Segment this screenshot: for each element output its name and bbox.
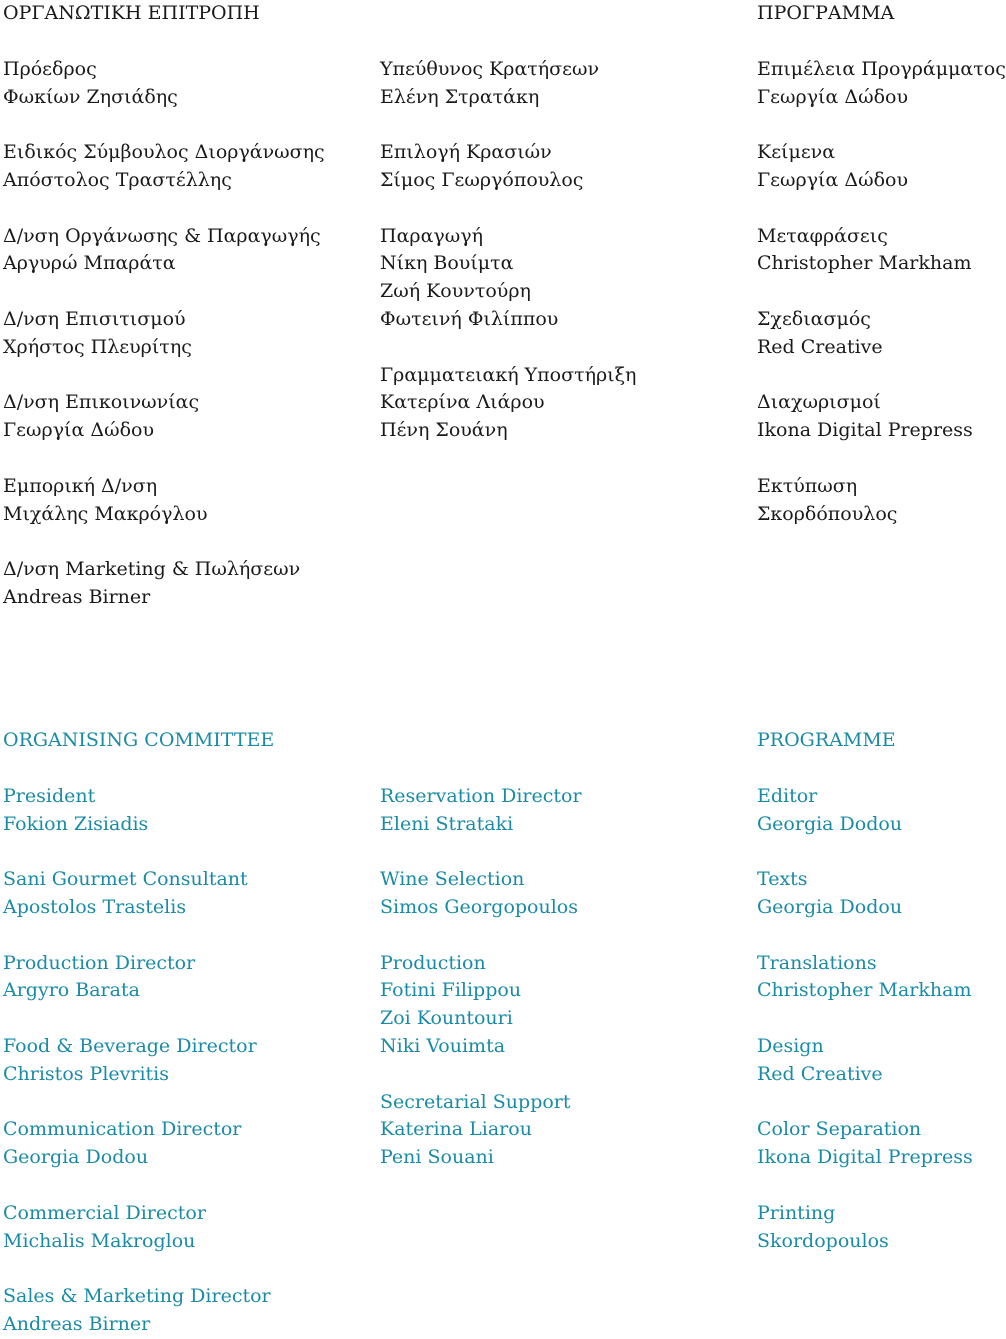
- credit-role: Επιμέλεια Προγράμματος: [757, 57, 1006, 80]
- group-spacer: [757, 445, 1006, 473]
- credit-name: Ελένη Στρατάκη: [380, 85, 540, 108]
- credit-group: [757, 950, 973, 1006]
- credit-name: Andreas Birner: [3, 585, 151, 608]
- group-spacer: [757, 1172, 973, 1200]
- credit-name: Niki Vouimta: [380, 1034, 506, 1057]
- group-spacer: [757, 1005, 973, 1033]
- credit-role: Sani Gourmet Consultant: [3, 868, 248, 891]
- credit-role: Food & Beverage Director: [3, 1034, 257, 1057]
- credit-group: [380, 362, 636, 445]
- credit-group: [3, 556, 325, 612]
- group-spacer: [757, 362, 1006, 390]
- credit-group: [757, 783, 973, 839]
- greek-committee-heading: ΟΡΓΑΝΩΤΙΚΗ ΕΠΙΤΡΟΠΗ: [3, 2, 260, 24]
- credit-group: [3, 473, 325, 529]
- credit-role: Communication Director: [3, 1118, 242, 1141]
- credit-name: Argyro Barata: [3, 979, 140, 1002]
- credit-role: Κείμενα: [757, 141, 836, 164]
- credit-role: Color Separation: [757, 1118, 922, 1141]
- credit-group: [757, 866, 973, 922]
- credit-name: Νίκη Βουίμτα: [380, 252, 514, 275]
- credit-role: Production Director: [3, 951, 196, 974]
- english-col2-heading-spacer: [380, 727, 582, 755]
- credit-group: [3, 1033, 274, 1089]
- credit-group: [757, 473, 1006, 529]
- credit-name: Γεωργία Δώδου: [757, 168, 909, 191]
- english-programme-col: [757, 727, 973, 1255]
- group-spacer: [3, 1089, 274, 1117]
- group-spacer: [380, 195, 636, 223]
- greek-col3-groups: [757, 56, 1006, 529]
- group-spacer: [3, 922, 274, 950]
- credit-name: Eleni Strataki: [380, 812, 514, 835]
- credit-role: Translations: [757, 951, 877, 974]
- credit-role: Γραμματειακή Υποστήριξη: [380, 363, 637, 386]
- credit-role: Reservation Director: [380, 784, 582, 807]
- group-spacer: [380, 922, 582, 950]
- english-committee-heading: ORGANISING COMMITTEE: [3, 729, 275, 751]
- credit-group: [380, 56, 636, 112]
- credit-name: Simos Georgopoulos: [380, 895, 578, 918]
- group-spacer: [3, 1005, 274, 1033]
- credit-name: Ζωή Κουντούρη: [380, 280, 531, 303]
- credit-name: Φωκίων Ζησιάδης: [3, 85, 178, 108]
- credit-name: Georgia Dodou: [3, 1146, 149, 1169]
- credit-group: [3, 866, 274, 922]
- credit-name: Christos Plevritis: [3, 1062, 170, 1085]
- credit-role: Printing: [757, 1201, 836, 1224]
- credit-group: [3, 139, 325, 195]
- group-spacer: [757, 1089, 973, 1117]
- credit-name: Γεωργία Δώδου: [3, 419, 155, 442]
- credit-group: [3, 389, 325, 445]
- credit-name: Georgia Dodou: [757, 812, 903, 835]
- credit-name: Red Creative: [757, 335, 883, 358]
- credit-group: [3, 56, 325, 112]
- group-spacer: [3, 1172, 274, 1200]
- english-col1-groups: [3, 783, 274, 1339]
- credit-group: [757, 223, 1006, 279]
- english-col2-groups: [380, 783, 582, 1172]
- credit-role: Διαχωρισμοί: [757, 391, 881, 414]
- credit-name: Peni Souani: [380, 1146, 494, 1169]
- credit-group: [3, 783, 274, 839]
- group-spacer: [757, 195, 1006, 223]
- credit-role: President: [3, 784, 96, 807]
- credit-role: Production: [380, 951, 486, 974]
- credit-group: [3, 1283, 274, 1339]
- credit-name: Katerina Liarou: [380, 1118, 532, 1141]
- credit-group: [380, 866, 582, 922]
- credit-role: Commercial Director: [3, 1201, 206, 1224]
- credit-role: Υπεύθυνος Κρατήσεων: [380, 57, 600, 80]
- credit-name: Christopher Markham: [757, 979, 972, 1002]
- credit-role: Sales & Marketing Director: [3, 1285, 271, 1308]
- group-spacer: [3, 445, 325, 473]
- greek-programme-heading: ΠΡΟΓΡΑΜΜΑ: [757, 2, 895, 24]
- credit-group: [757, 1116, 973, 1172]
- credit-group: [3, 306, 325, 362]
- greek-programme-col: [757, 0, 1006, 528]
- credit-name: Georgia Dodou: [757, 895, 903, 918]
- credit-group: [3, 950, 274, 1006]
- credit-role: Επιλογή Κρασιών: [380, 141, 552, 164]
- credit-role: Εκτύπωση: [757, 474, 858, 497]
- group-spacer: [757, 278, 1006, 306]
- group-spacer: [757, 838, 973, 866]
- group-spacer: [380, 111, 636, 139]
- group-spacer: [380, 334, 636, 362]
- credit-group: [380, 139, 636, 195]
- greek-col2-heading-spacer: [380, 0, 636, 28]
- credit-role: Editor: [757, 784, 818, 807]
- group-spacer: [757, 922, 973, 950]
- credit-name: Απόστολος Τραστέλλης: [3, 168, 232, 191]
- greek-col1-groups: [3, 56, 325, 612]
- greek-committee-col-1: [3, 0, 325, 612]
- credit-group: [3, 1116, 274, 1172]
- credit-name: Κατερίνα Λιάρου: [380, 391, 545, 414]
- english-committee-col-2: [380, 727, 582, 1172]
- credit-role: Παραγωγή: [380, 224, 483, 247]
- group-spacer: [3, 195, 325, 223]
- group-spacer: [3, 528, 325, 556]
- credit-role: Δ/νση Marketing & Πωλήσεων: [3, 558, 301, 581]
- group-spacer: [380, 1061, 582, 1089]
- credit-role: Δ/νση Επικοινωνίας: [3, 391, 200, 414]
- credit-group: [757, 306, 1006, 362]
- credit-name: Christopher Markham: [757, 252, 972, 275]
- group-spacer: [3, 362, 325, 390]
- greek-col2-groups: [380, 56, 636, 445]
- greek-committee-col-2: [380, 0, 636, 445]
- credit-group: [757, 139, 1006, 195]
- credit-group: [380, 1089, 582, 1172]
- credit-group: [3, 223, 325, 279]
- credit-name: Γεωργία Δώδου: [757, 85, 909, 108]
- group-spacer: [3, 838, 274, 866]
- credit-role: Δ/νση Οργάνωσης & Παραγωγής: [3, 224, 321, 247]
- credit-role: Δ/νση Επισιτισμού: [3, 307, 186, 330]
- credit-group: [3, 1200, 274, 1256]
- credit-name: Zoi Kountouri: [380, 1007, 513, 1030]
- credit-group: [757, 389, 1006, 445]
- credit-role: Wine Selection: [380, 868, 525, 891]
- group-spacer: [757, 111, 1006, 139]
- credit-name: Andreas Birner: [3, 1312, 151, 1335]
- credit-group: [757, 1200, 973, 1256]
- credit-role: Ειδικός Σύμβουλος Διοργάνωσης: [3, 141, 325, 164]
- credit-name: Χρήστος Πλευρίτης: [3, 335, 192, 358]
- credit-group: [380, 950, 582, 1061]
- credit-role: Εμπορική Δ/νση: [3, 474, 158, 497]
- credit-role: Texts: [757, 868, 808, 891]
- english-programme-heading: PROGRAMME: [757, 729, 896, 751]
- credit-name: Σίμος Γεωργόπουλος: [380, 168, 584, 191]
- credit-name: Μιχάλης Μακρόγλου: [3, 502, 208, 525]
- group-spacer: [3, 111, 325, 139]
- credit-name: Αργυρώ Μπαράτα: [3, 252, 176, 275]
- credit-group: [380, 223, 636, 334]
- credit-name: Φωτεινή Φιλίππου: [380, 307, 559, 330]
- credit-group: [757, 1033, 973, 1089]
- credit-role: Μεταφράσεις: [757, 224, 888, 247]
- credit-role: Secretarial Support: [380, 1090, 571, 1113]
- credit-name: Fokion Zisiadis: [3, 812, 149, 835]
- credit-name: Apostolos Trastelis: [3, 895, 187, 918]
- credit-name: Michalis Makroglou: [3, 1229, 196, 1252]
- credit-role: Design: [757, 1034, 824, 1057]
- group-spacer: [3, 1255, 274, 1283]
- group-spacer: [3, 278, 325, 306]
- credit-name: Πένη Σουάνη: [380, 419, 508, 442]
- english-committee-col-1: [3, 727, 274, 1339]
- credit-name: Fotini Filippou: [380, 979, 522, 1002]
- group-spacer: [380, 838, 582, 866]
- credit-name: Σκορδόπουλος: [757, 502, 898, 525]
- credit-name: Ikona Digital Prepress: [757, 1146, 973, 1169]
- credit-group: [380, 783, 582, 839]
- credit-group: [757, 56, 1006, 112]
- credit-name: Red Creative: [757, 1062, 883, 1085]
- credit-role: Σχεδιασμός: [757, 307, 871, 330]
- credit-name: Ikona Digital Prepress: [757, 419, 973, 442]
- credit-name: Skordopoulos: [757, 1229, 889, 1252]
- english-col3-groups: [757, 783, 973, 1256]
- credit-role: Πρόεδρος: [3, 57, 97, 80]
